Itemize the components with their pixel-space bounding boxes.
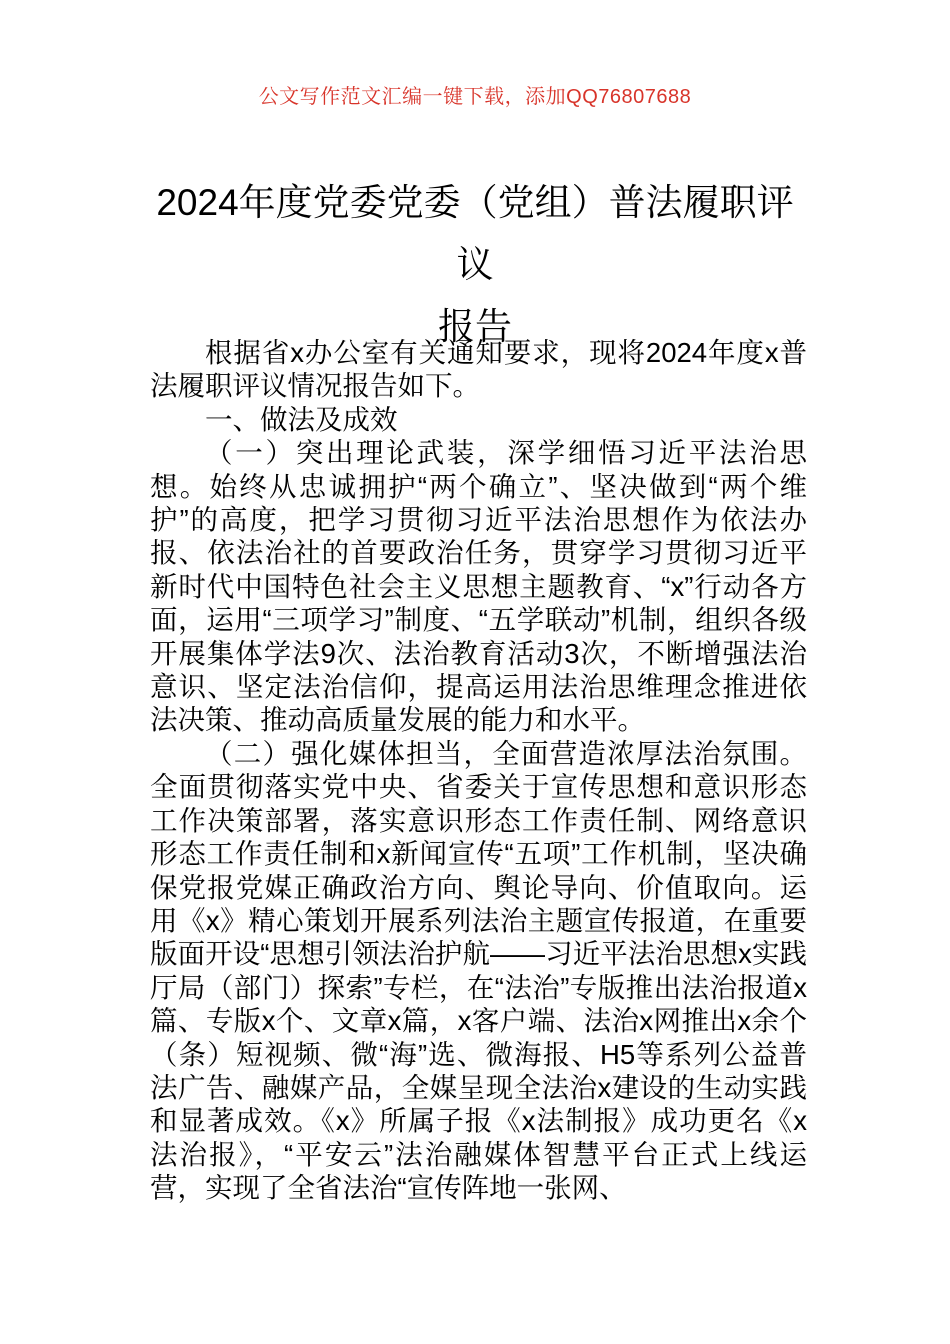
page-title-line-1: 2024年度党委党委（党组）普法履职评议 xyxy=(156,182,794,285)
document-body xyxy=(150,336,807,1205)
paragraph-subsection-2: （二）强化媒体担当，全面营造浓厚法治氛围。全面贯彻落实党中央、省委关于宣传思想和意识形态工作决策部署，落实意识形态工作责任制、网络意识形态工作责任制和x新闻宣传“五项”工作机制，坚决确保党报党媒正确政治方向、舆论导向、价值取向。运用《x》精心策划开展系列法治主题宣传报道，在重要版面开设“思想引领法治护航——习近平法治思想x实践厅局（部门）探索”专栏，在“法治”专版推出法治报道x篇、专版x个、文章x篇，x客户端、法治x网推出x余个（条）短视频、微“海”选、微海报、H5等系列公益普法广告、融媒产品，全媒呈现全法治x建设的生动实践和显著成效。《x》所属子报《x法制报》成功更名《x法治报》，“平安云”法治融媒体智慧平台正式上线运营，实现了全省法治“宣传阵地一张网、 xyxy=(150,737,807,1204)
paragraph-section-heading-1: 一、做法及成效 xyxy=(205,403,398,435)
page-title-line-2: 报告 xyxy=(438,306,512,347)
page-title xyxy=(145,172,805,358)
paragraph-intro: 根据省x办公室有关通知要求，现将2024年度x普法履职评议情况报告如下。 xyxy=(150,337,807,402)
promo-banner-text: 公文写作范文汇编一键下载，添加QQ76807688 xyxy=(258,86,692,108)
paragraph-subsection-1: （一）突出理论武装，深学细悟习近平法治思想。始终从忠诚拥护“两个确立”、坚决做到“两个维护”的高度，把学习贯彻习近平法治思想作为依法办报、依法治社的首要政治任务，贯穿学习贯彻习近平新时代中国特色社会主义思想主题教育、“x”行动各方面，运用“三项学习”制度、“五学联动”机制，组织各级开展集体学法9次、法治教育活动3次，不断增强法治意识、坚定法治信仰，提高运用法治思维理念推进依法决策、推动高质量发展的能力和水平。 xyxy=(150,437,807,736)
